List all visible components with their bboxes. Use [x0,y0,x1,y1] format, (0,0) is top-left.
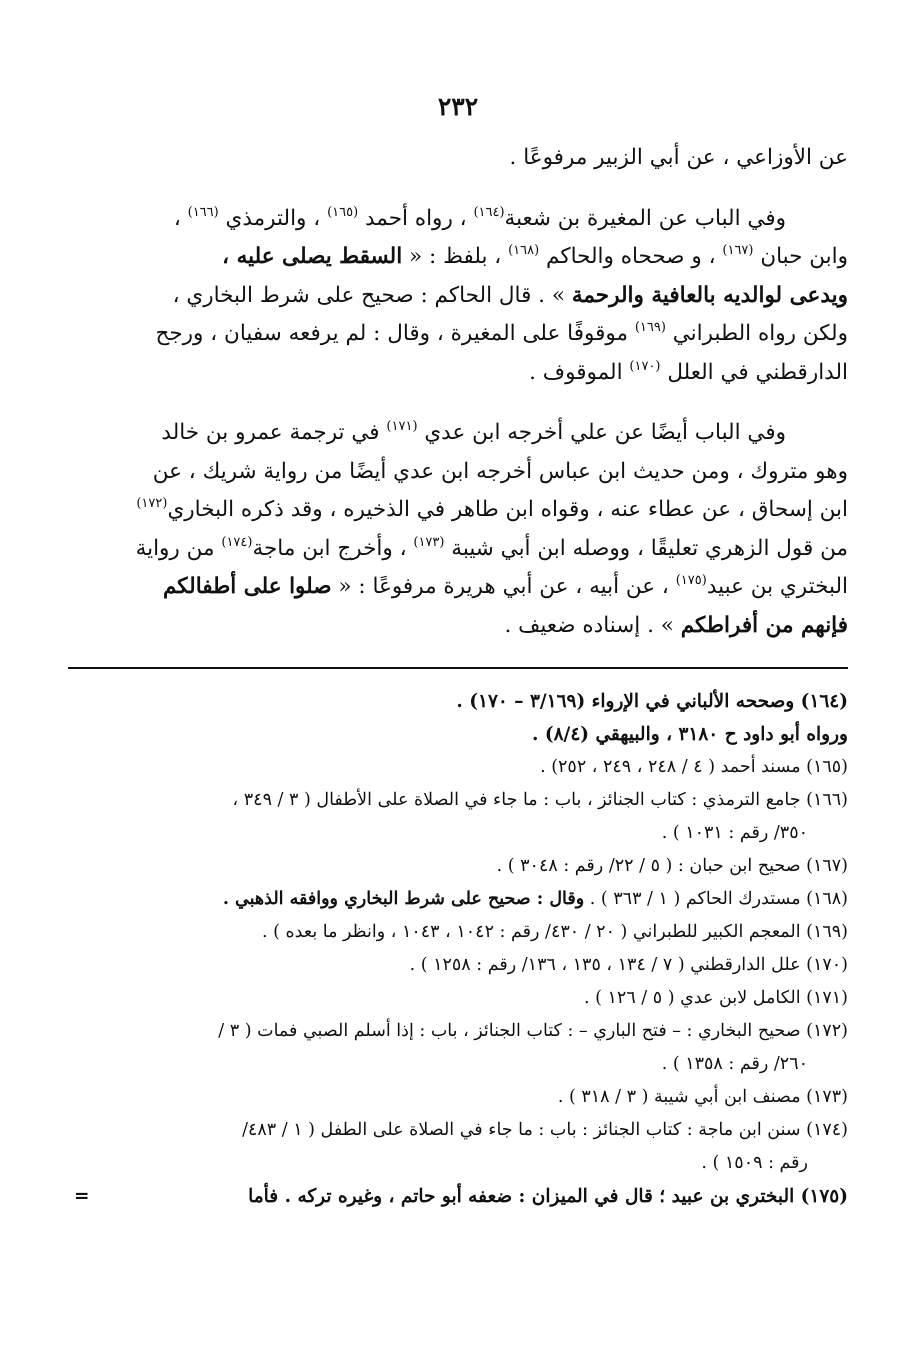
footnote-164: (١٦٤) وصححه الألباني في الإرواء (٣/١٦٩ – ١٧٠) . [456,691,848,712]
text-line [68,354,848,393]
footnote-165: (١٦٥) مسند أحمد ( ٤ / ٢٤٨ ، ٢٤٩ ، ٢٥٢) . [540,757,848,777]
footnote-ref-172[interactable]: (١٧٢) [136,496,168,511]
text-run: الموقوف . [529,359,630,385]
text-line [68,238,848,277]
text-run: البختري بن عبيد [706,574,848,599]
footnote-ref-165[interactable]: (١٦٥) [327,204,359,220]
text-run: من رواية [135,535,222,561]
text-run: » . قال الحاكم : صحيح على شرط البخاري ، [172,282,572,308]
page-number: ٢٣٢ [437,92,479,121]
footnote-174-continued: رقم : ١٥٠٩ ) . [701,1153,808,1173]
footnote-ref-164[interactable]: (١٦٤) [473,204,505,220]
footnote-ref-170[interactable]: (١٧٠) [629,358,661,374]
footnotes [68,685,848,1213]
paragraph-2 [68,200,848,393]
footnote-170: (١٧٠) علل الدارقطني ( ٧ / ١٣٤ ، ١٣٥ ، ١٣٦/ رقم : ١٢٥٨ ) . [409,955,848,975]
text-run: الدارقطني في العلل [660,359,848,385]
text-line [68,530,848,569]
footnote-ref-174[interactable]: (١٧٤) [221,534,253,550]
text-run: من قول الزهري تعليقًا ، ووصله ابن أبي شيبة [444,535,848,561]
hadith-text: السقط يصلى عليه ، [222,244,403,269]
text-run: ، رواه أحمد [358,205,474,231]
text-line [68,200,848,239]
text-run: في ترجمة عمرو بن خالد [161,420,387,445]
text-run: وابن حبان [753,244,848,269]
text-run: ، والترمذي [218,205,328,231]
continuation-mark: = [74,1186,90,1207]
text-run: ، [173,205,188,231]
text-run: وفي الباب أيضًا عن علي أخرجه ابن عدي [417,420,786,445]
text-line: عن الأوزاعي ، عن أبي الزبير مرفوعًا . [509,145,848,170]
text-line [68,568,848,607]
footnote-175 [68,1180,848,1213]
hadith-text: فإنهم من أفراطكم [680,612,848,638]
footnote-171: (١٧١) الكامل لابن عدي ( ٥ / ١٢٦ ) . [584,988,848,1008]
text-run: موقوفًا على المغيرة ، وقال : لم يرفعه سفيان ، ورجح [155,321,635,346]
footnote-ref-173[interactable]: (١٧٣) [413,534,445,550]
hadith-text: ويدعى لوالديه بالعافية والرحمة [571,282,848,308]
text-line: وهو متروك ، ومن حديث ابن عباس أخرجه ابن عدي أيضًا من رواية شريك ، عن [152,458,848,484]
footnote-174: (١٧٤) سنن ابن ماجة : كتاب الجنائز : باب : ما جاء في الصلاة على الطفل ( ١ / ٤٨٣/ [242,1120,848,1140]
footnote-168 [68,883,848,916]
footnote-166: (١٦٦) جامع الترمذي : كتاب الجنائز ، باب : ما جاء في الصلاة على الأطفال ( ٣ / ٣٤٩ ، [232,790,848,810]
footnote-173: (١٧٣) مصنف ابن أبي شيبة ( ٣ / ٣١٨ ) . [557,1087,848,1107]
text-run: ، عن أبيه ، عن أبي هريرة مرفوعًا : « [331,574,676,599]
text-line [68,277,848,316]
paragraph-1 [68,139,848,178]
text-run: ، بلفظ : « [402,244,509,269]
footnote-ref-169[interactable]: (١٦٩) [634,320,666,335]
text-line [68,414,848,453]
footnote-text: (١٧٥) البختري بن عبيد ؛ قال في الميزان : ضعفه أبو حاتم ، وغيره تركه . فأما [248,1186,848,1207]
footnote-bold-text: وقال : صحيح على شرط البخاري ووافقه الذهبي . [222,889,585,909]
footnote-164-continued: ورواه أبو داود ح ٣١٨٠ ، والبيهقي (٨/٤) . [531,724,848,745]
text-line [68,491,848,530]
footnote-ref-168[interactable]: (١٦٨) [508,243,540,258]
text-line [68,315,848,354]
text-run: وفي الباب عن المغيرة بن شعبة [504,205,786,231]
footnote-separator [68,667,848,669]
text-run: » . إسناده ضعيف . [504,612,681,638]
text-line [68,607,848,646]
text-run: ولكن رواه الطبراني [665,321,848,346]
footnote-ref-175[interactable]: (١٧٥) [675,573,707,588]
hadith-text: صلوا على أطفالكم [163,574,332,599]
footnote-ref-171[interactable]: (١٧١) [386,419,418,434]
footnote-text: (١٦٨) مستدرك الحاكم ( ١ / ٣٦٣ ) . [584,889,848,909]
footnote-172-continued: ٢٦٠/ رقم : ١٣٥٨ ) . [661,1054,808,1074]
footnote-ref-167[interactable]: (١٦٧) [722,243,754,258]
footnote-ref-166[interactable]: (١٦٦) [187,204,219,220]
text-run: ابن إسحاق ، عن عطاء عنه ، وقواه ابن طاهر في الذخيره ، وقد ذكره البخاري [167,497,848,522]
text-run: ، وأخرج ابن ماجة [252,535,414,561]
footnote-172: (١٧٢) صحيح البخاري : – فتح الباري – : كتاب الجنائز ، باب : إذا أسلم الصبي فمات ( ٣ / [218,1021,848,1041]
paragraph-3 [68,414,848,645]
footnote-169: (١٦٩) المعجم الكبير للطبراني ( ٢٠ / ٤٣٠/ رقم : ١٠٤٢ ، ١٠٤٣ ، وانظر ما بعده ) . [262,922,848,942]
footnote-166-continued: ٣٥٠/ رقم : ١٠٣١ ) . [661,823,808,843]
footnote-167: (١٦٧) صحيح ابن حبان : ( ٥ / ٢٢/ رقم : ٣٠٤٨ ) . [496,856,848,876]
text-run: ، و صححاه والحاكم [539,244,723,269]
